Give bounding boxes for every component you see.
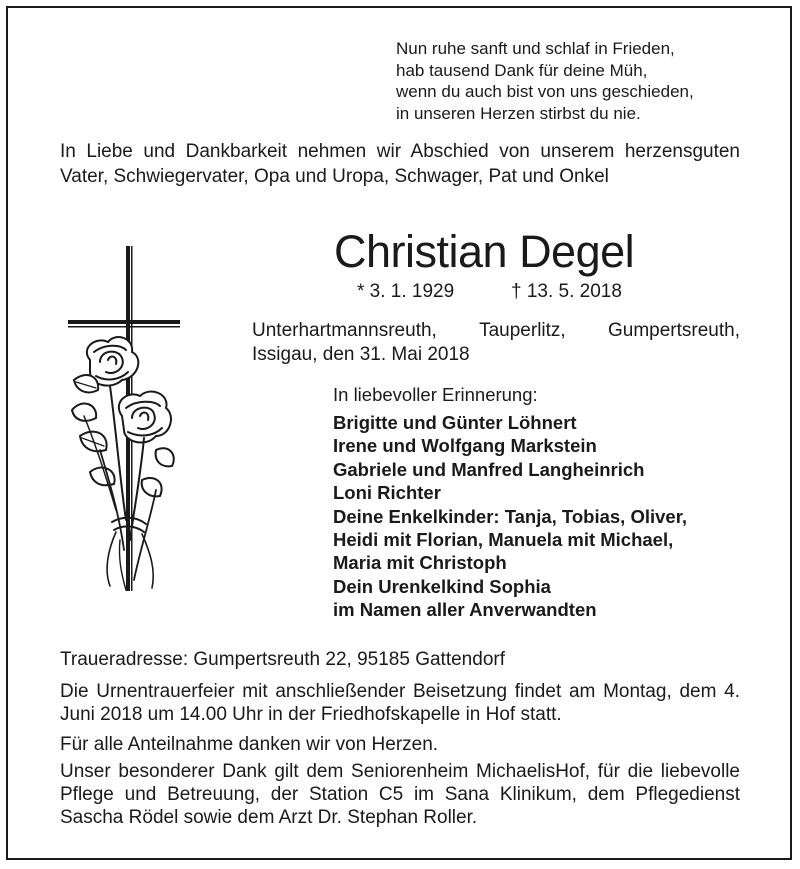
mourner-line: Loni Richter — [333, 482, 441, 504]
mourner-line: Dein Urenkelkind Sophia — [333, 575, 551, 597]
places-line — [252, 319, 740, 342]
intro-text: In Liebe und Dankbarkeit nehmen wir Abschied von unserem herzensguten Vater, Schwiegervater, Opa und Uropa, Schwager, Pat und Onkel — [60, 141, 740, 187]
poem — [396, 38, 694, 124]
mourner-line: Gabriele und Manfred Langheinrich — [333, 458, 645, 480]
place-name: Unterhartmannsreuth, — [252, 320, 437, 341]
poem-line: in unseren Herzen stirbst du nie. — [396, 103, 641, 123]
cross-with-roses-icon — [60, 240, 180, 600]
death-date: † 13. 5. 2018 — [511, 281, 622, 302]
thanks-long: Unser besonderer Dank gilt dem Seniorenheim MichaelisHof, für die liebevolle Pflege und Betreuung, der Station C5 im Sana Klinikum, dem Pflegedienst Sascha Rödel sowie dem Arzt Dr. Stephan Roller. — [60, 761, 740, 828]
memory-label: In liebevoller Erinnerung: — [333, 384, 538, 405]
place-name: Tauperlitz, — [479, 320, 566, 341]
mourner-line: im Namen aller Anverwandten — [333, 599, 597, 621]
deceased-name: Christian Degel — [334, 226, 635, 277]
poem-line: hab tausend Dank für deine Müh, — [396, 60, 648, 80]
mourning-address: Traueradresse: Gumpertsreuth 22, 95185 Gattendorf — [60, 649, 505, 670]
mourner-line: Maria mit Christoph — [333, 552, 507, 574]
mourners-list — [333, 411, 687, 622]
poem-line: wenn du auch bist von uns geschieden, — [396, 82, 694, 101]
mourner-line: Irene und Wolfgang Markstein — [333, 435, 597, 457]
mourner-line: Deine Enkelkinder: Tanja, Tobias, Oliver, — [333, 505, 688, 527]
poem-line: Nun ruhe sanft und schlaf in Frieden, — [396, 39, 675, 58]
mourner-line: Heidi mit Florian, Manuela mit Michael, — [333, 529, 674, 551]
ceremony-text: Die Urnentrauerfeier mit anschließender Beisetzung findet am Montag, dem 4. Juni 2018 um 14.00 Uhr in der Friedhofskapelle in Hof statt. — [60, 681, 740, 725]
place-date-line: Issigau, den 31. Mai 2018 — [252, 344, 470, 365]
mourner-line: Brigitte und Günter Löhnert — [333, 412, 577, 433]
place-name: Gumpertsreuth, — [608, 320, 740, 341]
thanks-short: Für alle Anteilnahme danken wir von Herzen. — [60, 734, 439, 755]
birth-date: * 3. 1. 1929 — [357, 281, 455, 302]
